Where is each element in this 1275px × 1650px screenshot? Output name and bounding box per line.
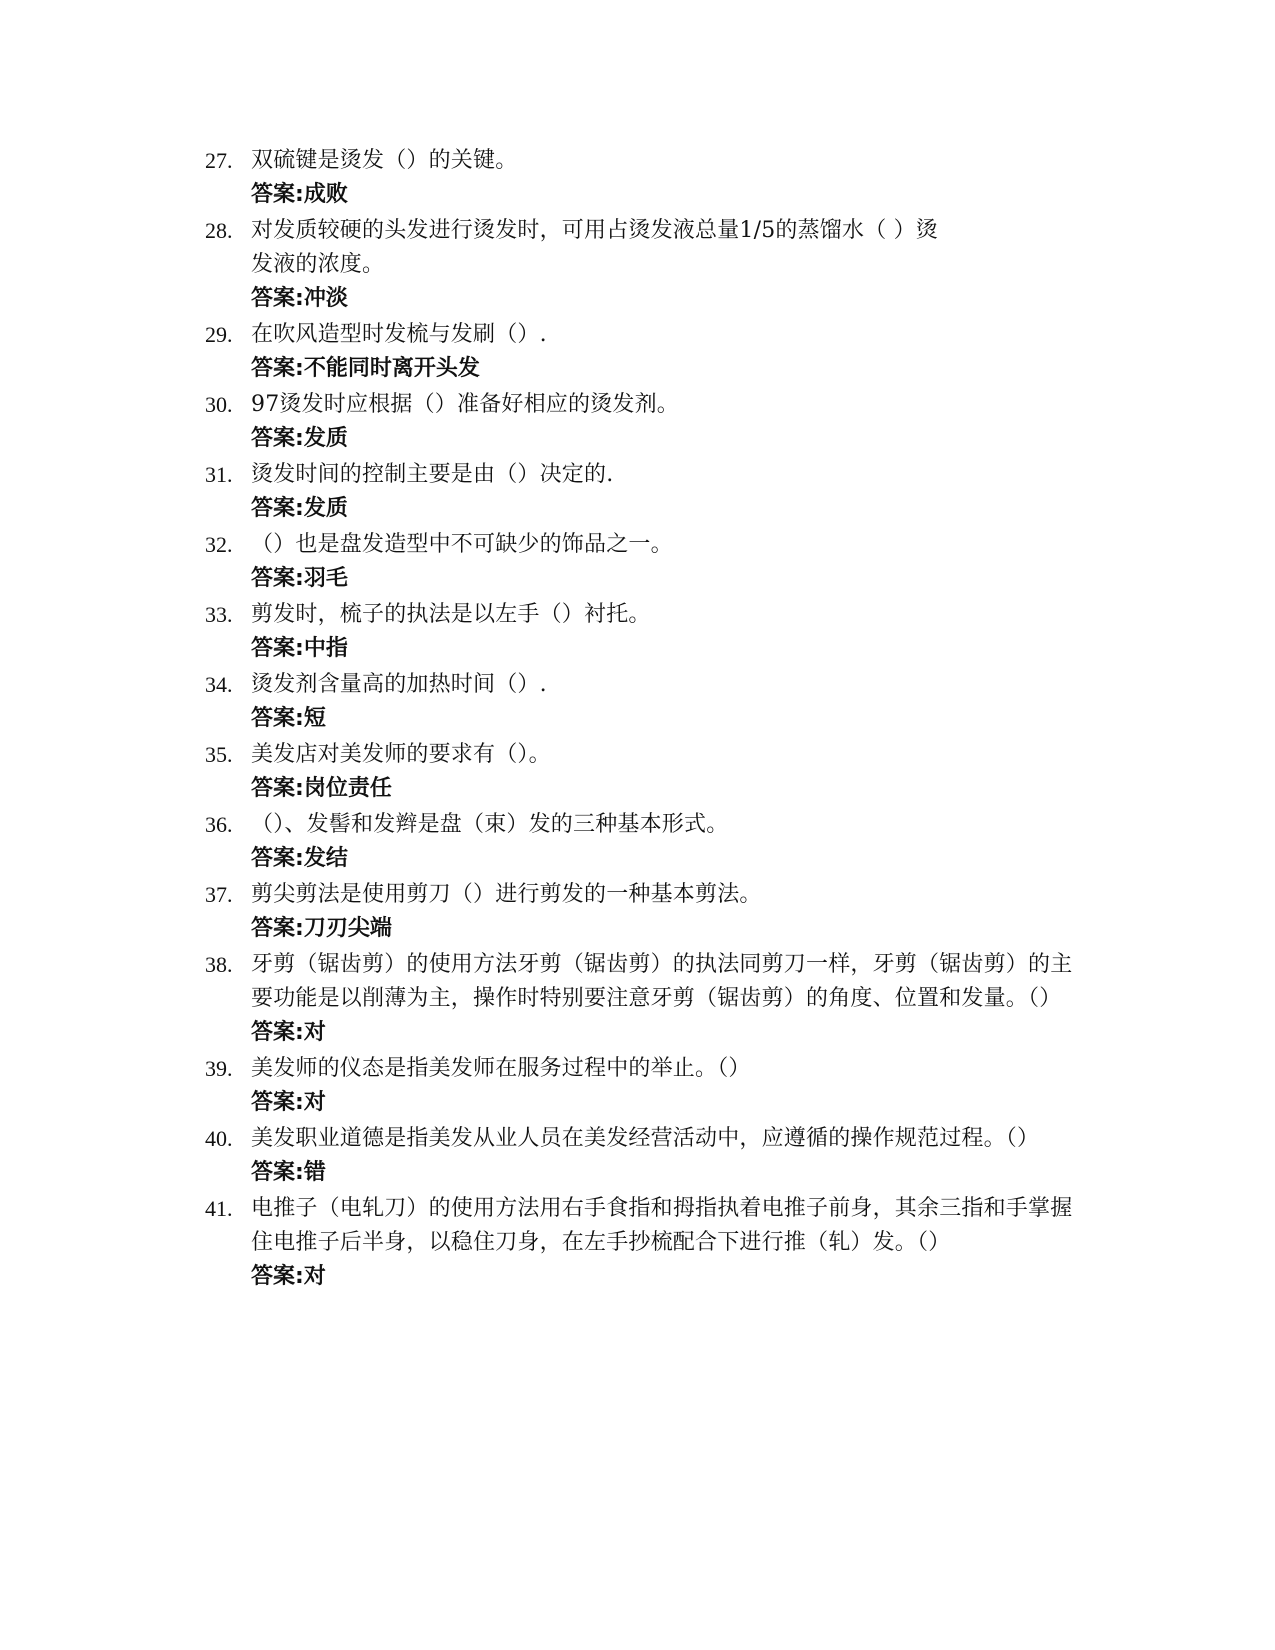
question-text: 剪发时，梳子的执法是以左手（）衬托。 bbox=[251, 602, 651, 627]
question-item bbox=[205, 878, 1075, 948]
question-body bbox=[251, 214, 1075, 318]
answer-prefix: 答案: bbox=[251, 566, 304, 591]
question-text: 美发店对美发师的要求有（）。 bbox=[251, 742, 551, 767]
question-item bbox=[205, 808, 1075, 878]
answer-line bbox=[251, 772, 1075, 806]
question-text: （）、发髻和发辫是盘（束）发的三种基本形式。 bbox=[251, 812, 729, 837]
question-number: 36. bbox=[205, 812, 233, 837]
question-body bbox=[251, 318, 1075, 388]
question-number: 38. bbox=[205, 952, 233, 977]
question-body bbox=[251, 1122, 1075, 1192]
question-text: 烫发时间的控制主要是由（）决定的. bbox=[251, 462, 614, 487]
answer-text: 对 bbox=[303, 1020, 326, 1045]
question-text: 剪尖剪法是使用剪刀（）进行剪发的一种基本剪法。 bbox=[251, 882, 762, 907]
question-body bbox=[251, 948, 1075, 1052]
question-body bbox=[251, 144, 1075, 214]
question-number: 29. bbox=[205, 322, 233, 347]
answer-line bbox=[251, 492, 1075, 526]
answer-prefix: 答案: bbox=[251, 356, 304, 381]
answer-line bbox=[251, 912, 1075, 946]
answer-line bbox=[251, 632, 1075, 666]
question-text: 牙剪（锯齿剪）的使用方法牙剪（锯齿剪）的执法同剪刀一样，牙剪（锯齿剪）的主要功能是以削薄为主，操作时特别要注意牙剪（锯齿剪）的角度、位置和发量。（） bbox=[251, 952, 1073, 1011]
question-body bbox=[251, 738, 1075, 808]
answer-prefix: 答案: bbox=[251, 496, 304, 521]
question-text: 电推子（电轧刀）的使用方法用右手食指和拇指执着电推子前身，其余三指和手掌握住电推子后半身，以稳住刀身，在左手抄梳配合下进行推（轧）发。（） bbox=[251, 1196, 1073, 1255]
question-number: 32. bbox=[205, 532, 233, 557]
question-item bbox=[205, 528, 1075, 598]
question-number: 30. bbox=[205, 392, 233, 417]
question-text: 97烫发时应根据（）准备好相应的烫发剂。 bbox=[251, 392, 679, 417]
answer-line bbox=[251, 1156, 1075, 1190]
answer-line bbox=[251, 1260, 1075, 1294]
answer-text: 错 bbox=[303, 1160, 326, 1185]
question-body bbox=[251, 878, 1075, 948]
question-item bbox=[205, 598, 1075, 668]
answer-prefix: 答案: bbox=[251, 1090, 304, 1115]
question-number: 27. bbox=[205, 148, 233, 173]
question-number: 41. bbox=[205, 1196, 233, 1221]
question-item bbox=[205, 1052, 1075, 1122]
question-text: 双硫键是烫发（）的关键。 bbox=[251, 148, 518, 173]
answer-line bbox=[251, 178, 1075, 212]
answer-prefix: 答案: bbox=[251, 1264, 304, 1289]
answer-text: 羽毛 bbox=[303, 566, 348, 591]
question-body bbox=[251, 808, 1075, 878]
question-list bbox=[205, 144, 1075, 1296]
question-number: 39. bbox=[205, 1056, 233, 1081]
answer-text: 不能同时离开头发 bbox=[303, 356, 480, 381]
question-body bbox=[251, 598, 1075, 668]
question-number: 37. bbox=[205, 882, 233, 907]
question-item bbox=[205, 948, 1075, 1052]
answer-text: 发结 bbox=[303, 846, 348, 871]
answer-line bbox=[251, 1086, 1075, 1120]
answer-prefix: 答案: bbox=[251, 1160, 304, 1185]
question-text: 对发质较硬的头发进行烫发时，可用占烫发液总量1/5的蒸馏水（ ）烫发液的浓度。 bbox=[251, 218, 939, 277]
question-item bbox=[205, 144, 1075, 214]
question-item bbox=[205, 668, 1075, 738]
answer-line bbox=[251, 562, 1075, 596]
question-number: 35. bbox=[205, 742, 233, 767]
answer-text: 发质 bbox=[303, 496, 348, 521]
answer-text: 对 bbox=[303, 1090, 326, 1115]
answer-text: 短 bbox=[303, 706, 326, 731]
answer-line bbox=[251, 352, 1075, 386]
answer-prefix: 答案: bbox=[251, 1020, 304, 1045]
answer-line bbox=[251, 842, 1075, 876]
answer-line bbox=[251, 422, 1075, 456]
question-item bbox=[205, 458, 1075, 528]
question-item bbox=[205, 318, 1075, 388]
question-item bbox=[205, 1192, 1075, 1296]
question-text: 美发师的仪态是指美发师在服务过程中的举止。（） bbox=[251, 1056, 751, 1081]
question-item bbox=[205, 214, 1075, 318]
question-number: 28. bbox=[205, 218, 233, 243]
question-item bbox=[205, 388, 1075, 458]
answer-prefix: 答案: bbox=[251, 706, 304, 731]
answer-prefix: 答案: bbox=[251, 182, 304, 207]
answer-prefix: 答案: bbox=[251, 846, 304, 871]
question-item bbox=[205, 1122, 1075, 1192]
question-item bbox=[205, 738, 1075, 808]
answer-line bbox=[251, 282, 1075, 316]
question-body bbox=[251, 388, 1075, 458]
question-body bbox=[251, 528, 1075, 598]
question-number: 33. bbox=[205, 602, 233, 627]
answer-line bbox=[251, 1016, 1075, 1050]
answer-text: 中指 bbox=[303, 636, 348, 661]
question-number: 31. bbox=[205, 462, 233, 487]
answer-prefix: 答案: bbox=[251, 636, 304, 661]
answer-text: 成败 bbox=[303, 182, 348, 207]
question-text: 烫发剂含量高的加热时间（）. bbox=[251, 672, 547, 697]
question-text: 在吹风造型时发梳与发刷（）. bbox=[251, 322, 547, 347]
question-text: 美发职业道德是指美发从业人员在美发经营活动中，应遵循的操作规范过程。（） bbox=[251, 1126, 1040, 1151]
question-text: （）也是盘发造型中不可缺少的饰品之一。 bbox=[251, 532, 673, 557]
answer-text: 发质 bbox=[303, 426, 348, 451]
answer-text: 对 bbox=[303, 1264, 326, 1289]
answer-prefix: 答案: bbox=[251, 776, 304, 801]
answer-prefix: 答案: bbox=[251, 916, 304, 941]
question-body bbox=[251, 1192, 1075, 1296]
answer-prefix: 答案: bbox=[251, 426, 304, 451]
question-body bbox=[251, 1052, 1075, 1122]
answer-text: 刀刃尖端 bbox=[303, 916, 392, 941]
question-body bbox=[251, 458, 1075, 528]
answer-prefix: 答案: bbox=[251, 286, 304, 311]
answer-text: 岗位责任 bbox=[303, 776, 392, 801]
question-number: 40. bbox=[205, 1126, 233, 1151]
question-number: 34. bbox=[205, 672, 233, 697]
question-body bbox=[251, 668, 1075, 738]
answer-line bbox=[251, 702, 1075, 736]
answer-text: 冲淡 bbox=[303, 286, 348, 311]
